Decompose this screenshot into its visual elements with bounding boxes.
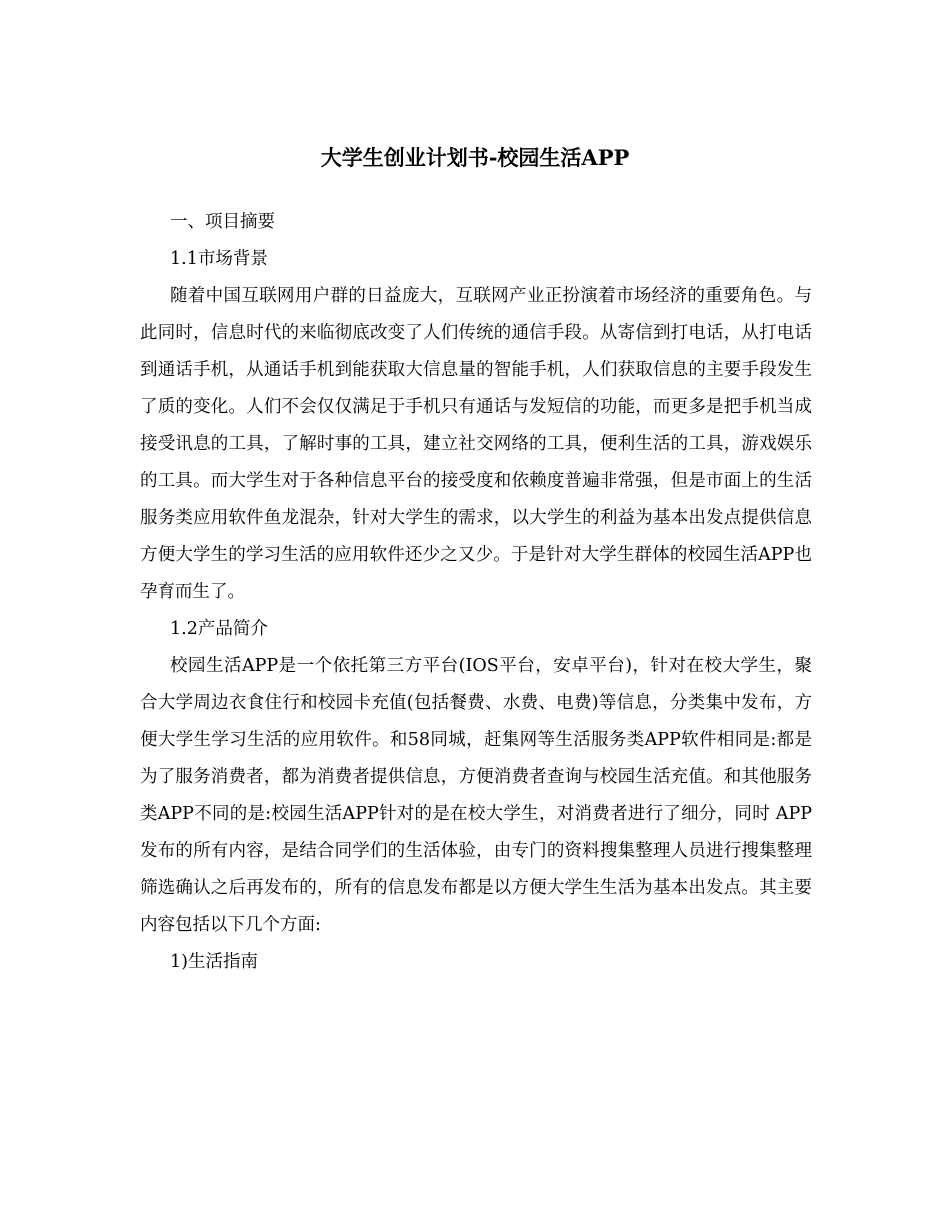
document-title: 大学生创业计划书-校园生活APP xyxy=(320,145,630,170)
document-body xyxy=(140,204,812,981)
section-heading-market-background: 1.1市场背景 xyxy=(170,249,268,269)
section-heading-project-summary: 一、项目摘要 xyxy=(170,212,275,232)
paragraph-product-intro: 校园生活APP是一个依托第三方平台(IOS平台，安卓平台)，针对在校大学生，聚合大学周边衣食住行和校园卡充值(包括餐费、水费、电费)等信息，分类集中发布，方便大学生学习生活的应用软件。和58同城，赶集网等生活服务类APP软件相同是:都是为了服务消费者，都为消费者提供信息，方便消费者查询与校园生活充值。和其他服务类APP不同的是:校园生活APP针对的是在校大学生，对消费者进行了细分，同时 APP发布的所有内容，是结合同学们的生活体验，由专门的资料搜集整理人员进行搜集整理筛选确认之后再发布的，所有的信息发布都是以方便大学生生活为基本出发点。其主要内容包括以下几个方面: xyxy=(140,656,812,935)
section-heading-product-intro: 1.2产品简介 xyxy=(170,619,268,639)
section-heading-life-guide: 1)生活指南 xyxy=(170,952,258,972)
paragraph-market-background: 随着中国互联网用户群的日益庞大，互联网产业正扮演着市场经济的重要角色。与此同时，信息时代的来临彻底改变了人们传统的通信手段。从寄信到打电话，从打电话到通话手机，从通话手机到能获取大信息量的智能手机，人们获取信息的主要手段发生了质的变化。人们不会仅仅满足于手机只有通话与发短信的功能，而更多是把手机当成接受讯息的工具，了解时事的工具，建立社交网络的工具，便利生活的工具，游戏娱乐的工具。而大学生对于各种信息平台的接受度和依赖度普遍非常强，但是市面上的生活服务类应用软件鱼龙混杂，针对大学生的需求，以大学生的利益为基本出发点提供信息方便大学生的学习生活的应用软件还少之又少。于是针对大学生群体的校园生活APP也孕育而生了。 xyxy=(140,286,812,602)
